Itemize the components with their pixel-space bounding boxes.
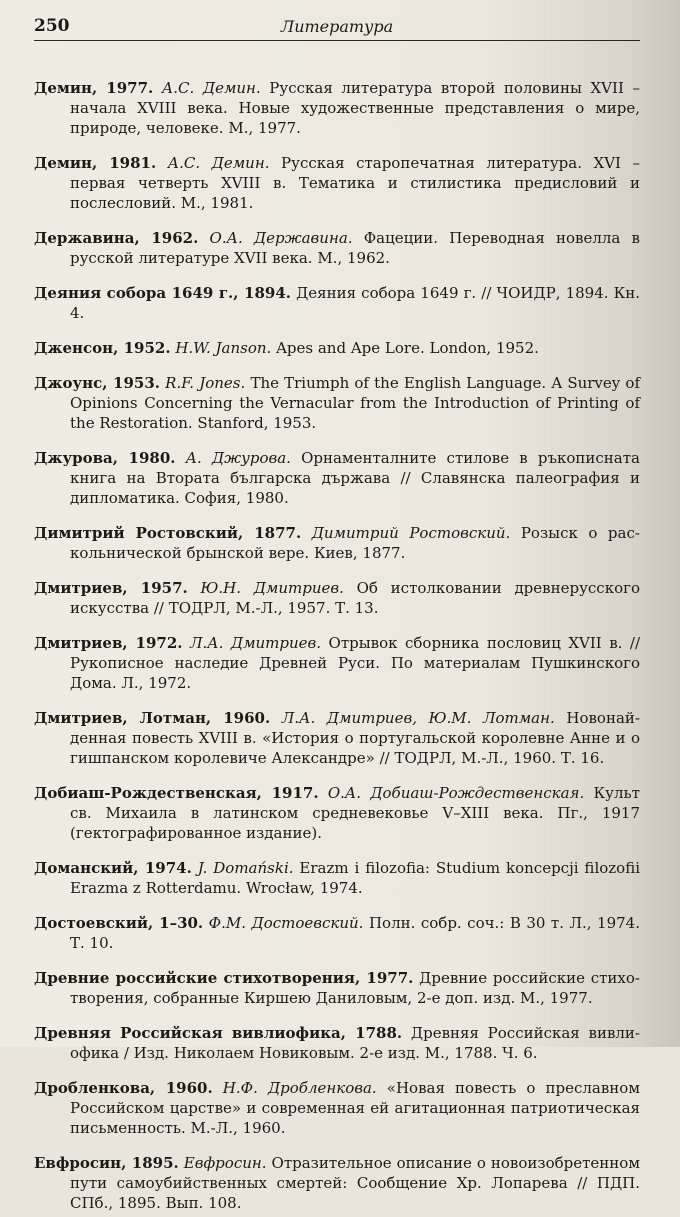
entry-key: Джурова, 1980. (34, 449, 176, 467)
entry-key: Дженсон, 1952. (34, 339, 171, 357)
entry-author: О.А. Добиаш-Рождественская. (327, 784, 585, 802)
bibliography-entry (34, 228, 640, 268)
entry-text: Apes and Ape Lore. London, 1952. (276, 339, 539, 357)
bibliography-entry (34, 1153, 640, 1213)
bibliography-entry (34, 578, 640, 618)
running-title: Литература (280, 17, 394, 36)
entry-author: А.С. Демин. (161, 79, 261, 97)
bibliography-entry (34, 968, 640, 1008)
entry-author: Димитрий Ростовский. (311, 524, 511, 542)
entry-author: А.С. Демин. (167, 154, 270, 172)
bibliography-entry (34, 523, 640, 563)
bibliography-entry (34, 913, 640, 953)
entry-key: Древняя Российская вивлиофика, 1788. (34, 1024, 403, 1042)
bibliography-entry (34, 373, 640, 433)
entry-text: Розыск о раскольнической брынской вере. Киев, 1877. (70, 524, 640, 562)
entry-key: Дмитриев, 1972. (34, 634, 183, 652)
entry-key: Державина, 1962. (34, 229, 199, 247)
entry-author: О.А. Державина. (209, 229, 353, 247)
entry-text: Erazm i filozofia: Studium koncepcji filozofii Erazma z Rotterdamu. Wrocław, 1974. (70, 859, 641, 897)
bibliography-entry (34, 338, 640, 358)
page-number: 250 (34, 16, 70, 36)
entry-author: H.W. Janson. (175, 339, 272, 357)
entry-author: Ю.Н. Дмитриев. (200, 579, 344, 597)
entry-key: Доманский, 1974. (34, 859, 192, 877)
entry-key: Дмитриев, 1957. (34, 579, 188, 597)
entry-text: Фацеции. Переводная новелла в русской литературе XVII века. М., 1962. (70, 229, 640, 267)
entry-key: Демин, 1981. (34, 154, 157, 172)
entry-author: Ф.М. Достоевский. (208, 914, 364, 932)
entry-key: Демин, 1977. (34, 79, 154, 97)
entry-text: Русская литература второй половины XVII – начала XVIII века. Новые художественные представления о мире, природе, человеке. М., 1977. (70, 79, 640, 137)
entry-text: Древняя Российская вивлиофика / Изд. Николаем Новиковым. 2-е изд. М., 1788. Ч. 6. (70, 1024, 640, 1062)
entry-key: Джоунс, 1953. (34, 374, 161, 392)
entry-text: Полн. собр. соч.: В 30 т. Л., 1974. Т. 10. (70, 914, 640, 952)
bibliography-entry (34, 708, 640, 768)
entry-text: «Новая повесть о преславном Российском царстве» и современная ей агитационная патриотическая письменность. М.-Л., 1960. (70, 1079, 640, 1137)
bibliography-entry (34, 283, 640, 323)
entry-key: Евфросин, 1895. (34, 1154, 179, 1172)
entry-text: The Triumph of the English Language. A Survey of Opinions Concerning the Vernacular from the Introduction of Printing of the Restoration. Stanford, 1953. (70, 374, 640, 432)
entry-text: Орнаменталните стилове в ръкописната книга на Втората българска държава // Славянска палеография и дипломатика. София, 1980. (70, 449, 640, 507)
entry-text: Русская старопечатная литература. XVI – первая четверть XVIII в. Тематика и стилистика предисловий и послесловий. М., 1981. (70, 154, 640, 212)
entry-author: Н.Ф. Дробленкова. (222, 1079, 377, 1097)
bibliography-entry (34, 1023, 640, 1063)
bibliography-entry (34, 78, 640, 138)
entry-key: Димитрий Ростовский, 1877. (34, 524, 302, 542)
entry-author: А. Джурова. (185, 449, 291, 467)
entry-text: Деяния собора 1649 г. // ЧОИДР, 1894. Кн. 4. (70, 284, 640, 322)
entry-key: Дробленкова, 1960. (34, 1079, 213, 1097)
entry-author: Л.А. Дмитриев, Ю.М. Лотман. (281, 709, 555, 727)
bibliography-list (34, 63, 640, 1217)
entry-text: Отразительное описание о новоизобретенном пути самоубийственных смертей: Сообщение Хр. Лопарева // ПДП. СПб., 1895. Вып. 108. (70, 1154, 640, 1212)
entry-key: Древние российские стихотворения, 1977. (34, 969, 414, 987)
entry-key: Дмитриев, Лотман, 1960. (34, 709, 271, 727)
entry-text: Отрывок сборника пословиц XVII в. // Рукописное наследие Древней Руси. По материалам Пушкинского Дома. Л., 1972. (70, 634, 641, 692)
entry-author: Евфросин. (183, 1154, 267, 1172)
page-header (34, 14, 640, 41)
entry-text: Новонайденная повесть XVIII в. «История о португальской королевне Анне и о гишпанском королевиче Александре» // ТОДРЛ, М.-Л., 1960. Т. 16. (70, 709, 640, 767)
bibliography-entry (34, 858, 640, 898)
bibliography-entry (34, 448, 640, 508)
entry-author: Л.А. Дмитриев. (189, 634, 322, 652)
entry-author: J. Domański. (197, 859, 294, 877)
entry-key: Достоевский, 1–30. (34, 914, 204, 932)
bibliography-entry (34, 783, 640, 843)
bibliography-entry (34, 633, 640, 693)
entry-text: Культ св. Михаила в латинском средневековье V–XIII века. Пг., 1917 (гектографированное издание). (70, 784, 640, 842)
bibliography-entry (34, 1078, 640, 1138)
entry-text: Древние российские стихотворения, собранные Киршею Даниловым, 2-е доп. изд. М., 1977. (70, 969, 640, 1007)
entry-key: Добиаш-Рождественская, 1917. (34, 784, 319, 802)
bibliography-entry (34, 153, 640, 213)
entry-key: Деяния собора 1649 г., 1894. (34, 284, 292, 302)
entry-text: Об истолковании древнерусского искусства // ТОДРЛ, М.-Л., 1957. Т. 13. (70, 579, 641, 617)
entry-author: R.F. Jones. (165, 374, 246, 392)
